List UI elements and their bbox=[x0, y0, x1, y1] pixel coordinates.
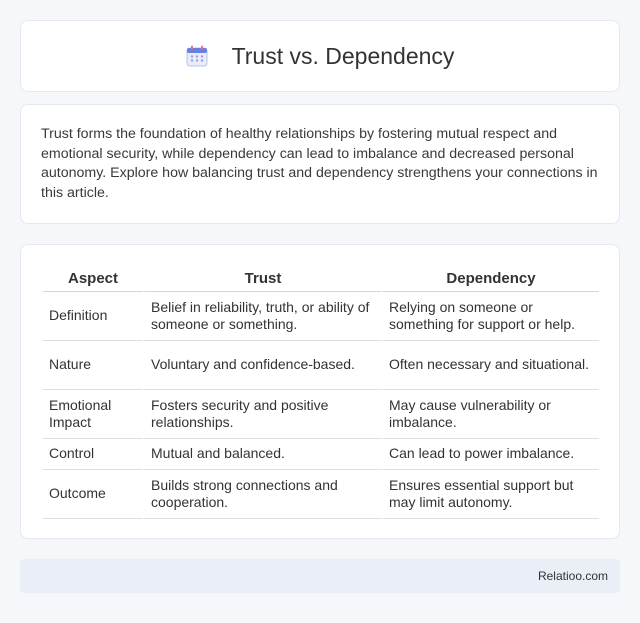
table-row bbox=[43, 470, 599, 519]
cell-dependency: May cause vulnerability or imbalance. bbox=[381, 390, 599, 439]
table-row bbox=[43, 341, 599, 390]
cell-aspect: Outcome bbox=[43, 470, 143, 519]
table-row bbox=[43, 390, 599, 439]
cell-trust: Voluntary and confidence-based. bbox=[143, 341, 381, 390]
cell-trust: Builds strong connections and cooperation. bbox=[143, 470, 381, 519]
cell-aspect: Control bbox=[43, 439, 143, 470]
table-row bbox=[43, 439, 599, 470]
intro-text: Trust forms the foundation of healthy relationships by fostering mutual respect and emotional security, while dependency can lead to imbalance and decreased personal autonomy. Explore how balancing trust and dependency strengthens your connections in this article. bbox=[41, 126, 598, 201]
footer-brand[interactable]: Relatioo.com bbox=[537, 569, 608, 583]
cell-trust: Fosters security and positive relationships. bbox=[143, 390, 381, 439]
page-title: Trust vs. Dependency bbox=[231, 42, 455, 69]
table-row bbox=[43, 292, 599, 341]
comparison-table bbox=[43, 265, 599, 519]
table-header-row bbox=[43, 265, 599, 292]
intro-card bbox=[20, 104, 620, 224]
cell-dependency: Ensures essential support but may limit autonomy. bbox=[381, 470, 599, 519]
cell-aspect: Definition bbox=[43, 292, 143, 341]
title-card bbox=[20, 20, 620, 92]
cell-trust: Belief in reliability, truth, or ability of someone or something. bbox=[143, 292, 381, 341]
header-aspect: Aspect bbox=[43, 265, 143, 292]
calendar-icon bbox=[186, 45, 208, 67]
cell-trust: Mutual and balanced. bbox=[143, 439, 381, 470]
header-trust: Trust bbox=[143, 265, 381, 292]
comparison-card bbox=[20, 244, 620, 539]
header-dependency: Dependency bbox=[381, 265, 599, 292]
cell-dependency: Can lead to power imbalance. bbox=[381, 439, 599, 470]
cell-dependency: Often necessary and situational. bbox=[381, 341, 599, 390]
cell-aspect: Nature bbox=[43, 341, 143, 390]
footer bbox=[20, 559, 620, 593]
cell-dependency: Relying on someone or something for support or help. bbox=[381, 292, 599, 341]
cell-aspect: Emotional Impact bbox=[43, 390, 143, 439]
